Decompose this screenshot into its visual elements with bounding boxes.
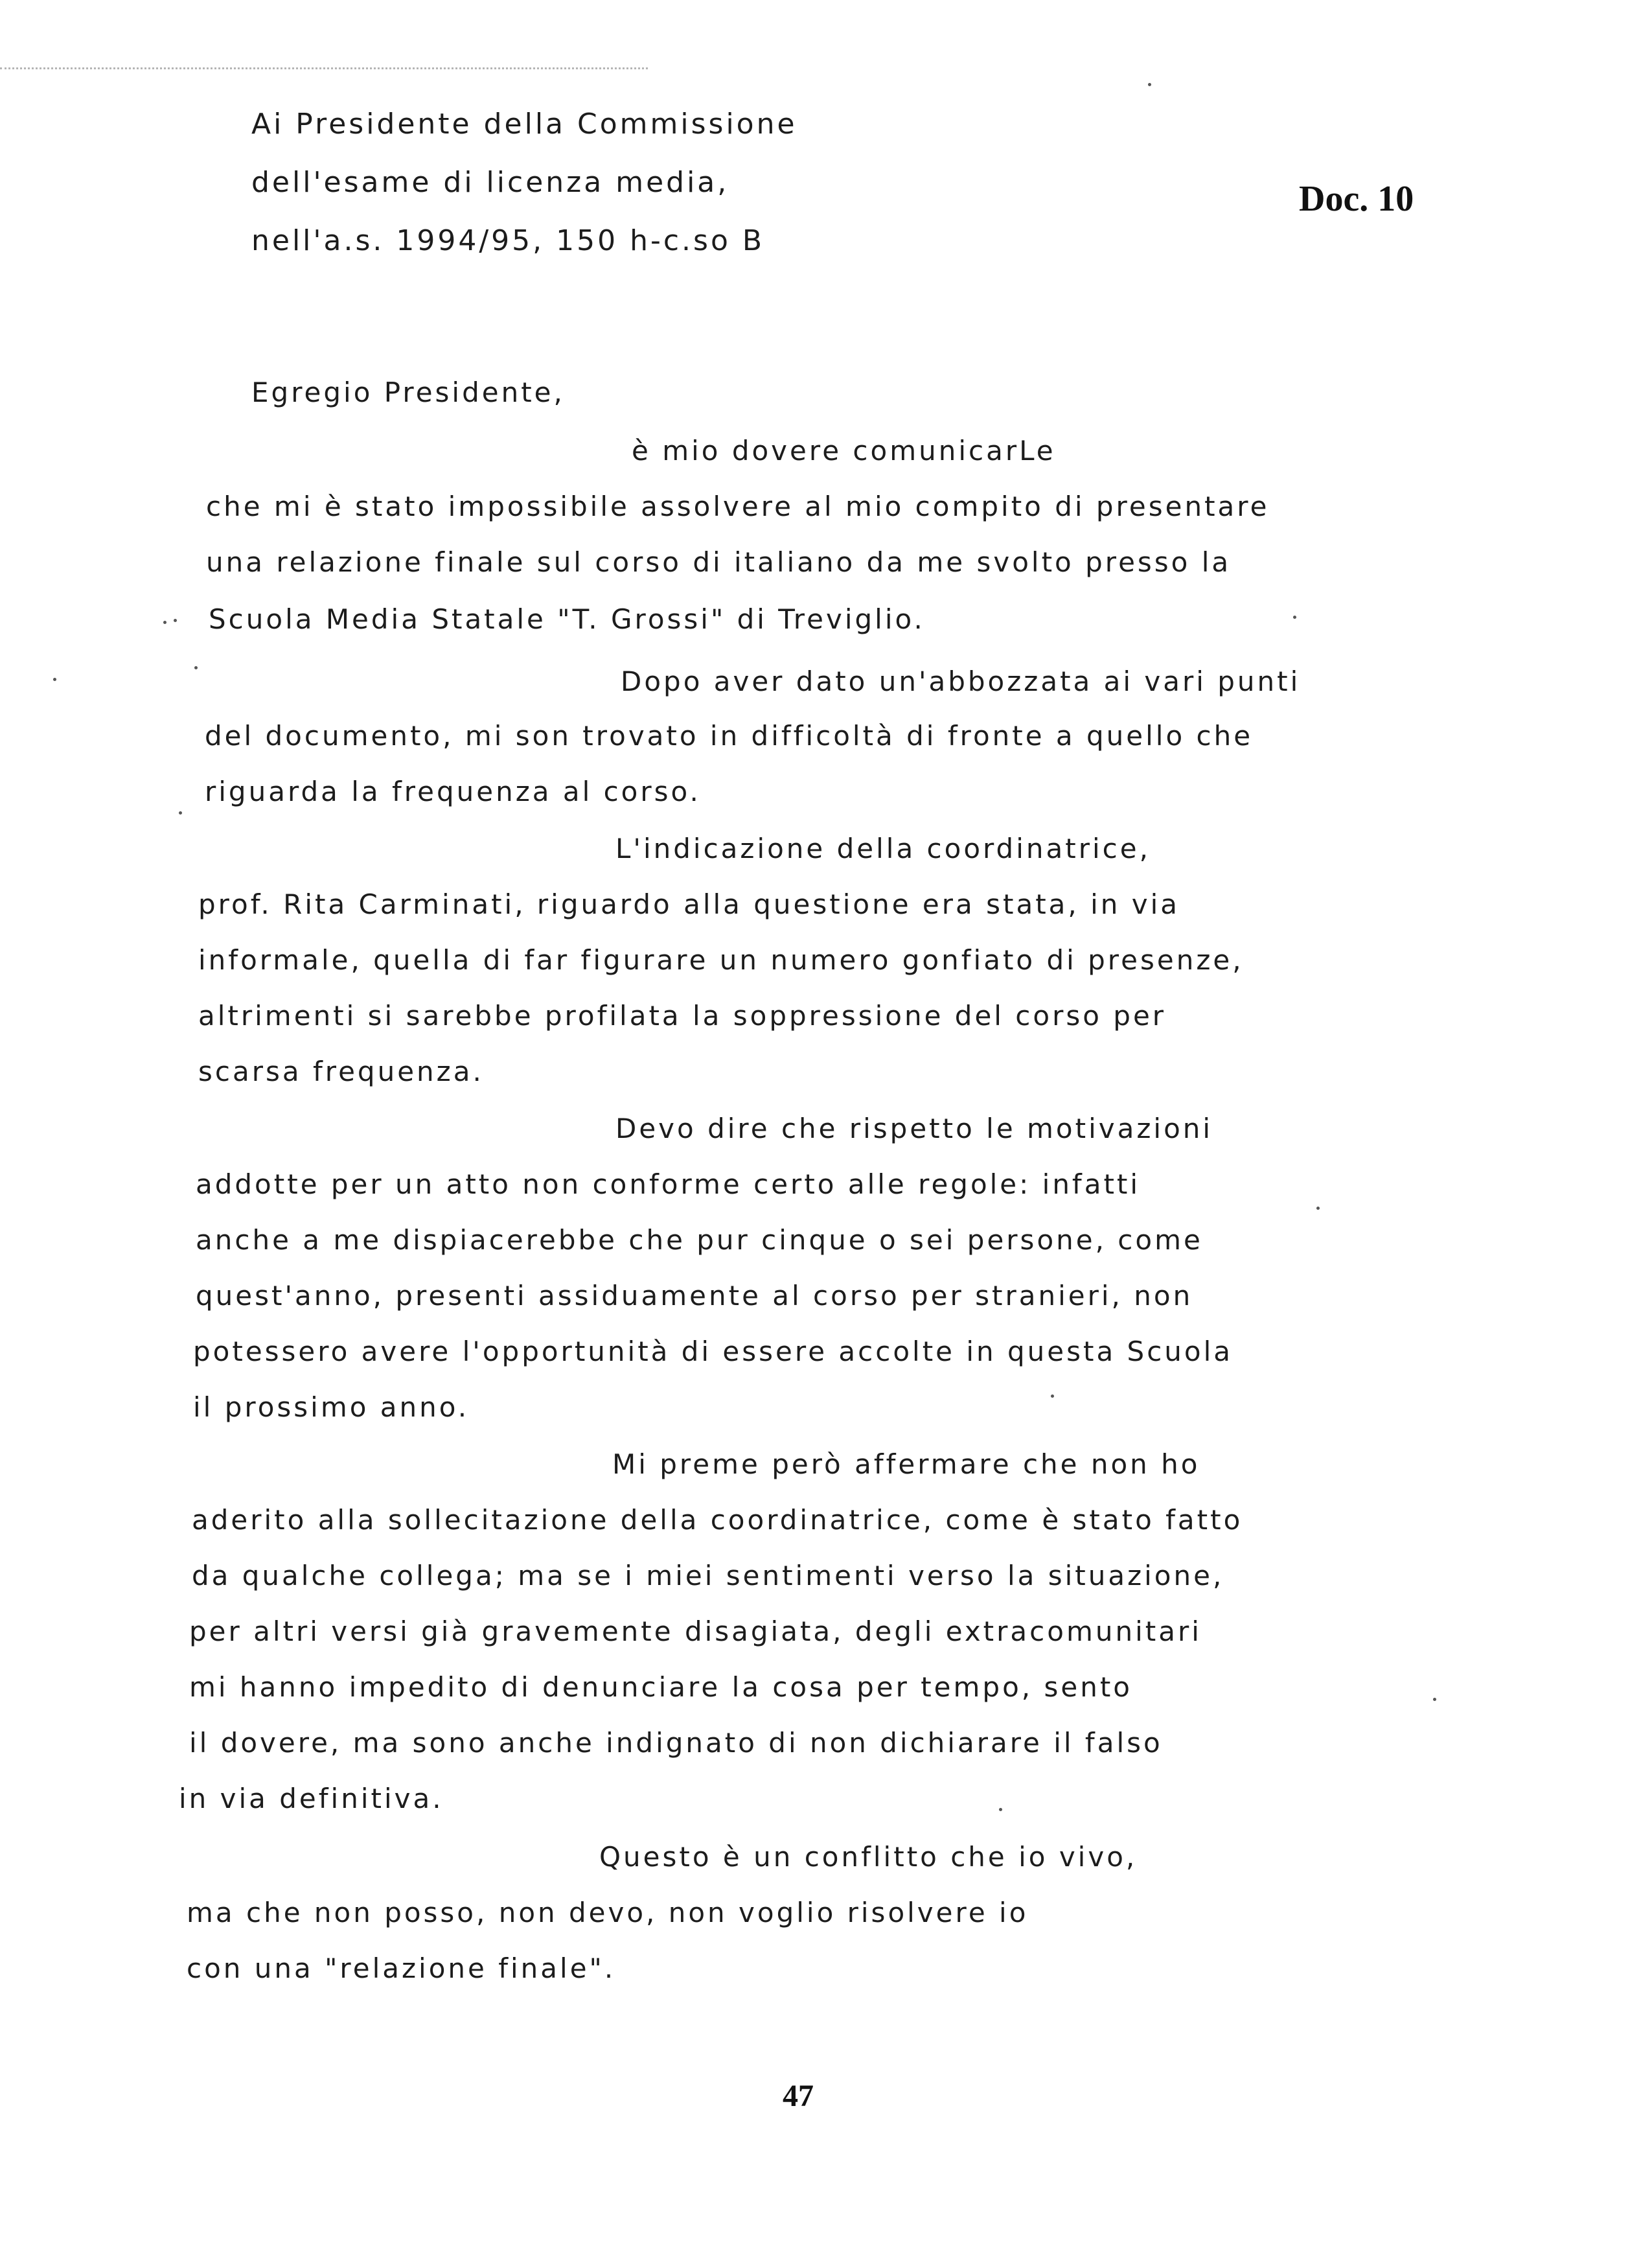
scan-speck [1148, 83, 1151, 86]
scan-speck [194, 666, 198, 669]
text-line: con una "relazione finale". [187, 1952, 616, 1984]
text-line: informale, quella di far figurare un numero gonfiato di presenze, [198, 944, 1244, 976]
text-line: in via definitiva. [179, 1783, 444, 1814]
scan-speck [999, 1808, 1002, 1811]
text-line: altrimenti si sarebbe profilata la soppressione del corso per [198, 1000, 1167, 1032]
text-line: Devo dire che rispetto le motivazioni [615, 1113, 1213, 1144]
text-line: prof. Rita Carminati, riguardo alla questione era stata, in via [198, 888, 1180, 920]
recipient-address [251, 105, 797, 280]
address-line: nell'a.s. 1994/95, 150 h-c.so B [251, 224, 765, 257]
text-line: L'indicazione della coordinatrice, [615, 833, 1151, 864]
text-line: una relazione finale sul corso di italiano da me svolto presso la [206, 546, 1232, 578]
scan-speck [53, 678, 56, 681]
text-line: Dopo aver dato un'abbozzata ai vari punti [621, 665, 1301, 697]
scan-speck [163, 621, 166, 624]
text-line: mi hanno impedito di denunciare la cosa per tempo, sento [189, 1671, 1132, 1703]
scan-speck [1433, 1698, 1436, 1701]
text-line: potessero avere l'opportunità di essere accolte in questa Scuola [193, 1336, 1233, 1367]
text-line: per altri versi già gravemente disagiata, degli extracomunitari [189, 1615, 1202, 1647]
text-line: il prossimo anno. [193, 1391, 470, 1423]
text-line: quest'anno, presenti assiduamente al corso per stranieri, non [196, 1280, 1193, 1312]
address-line: Ai Presidente della Commissione [251, 108, 797, 141]
text-line: scarsa frequenza. [198, 1056, 484, 1087]
text-line: da qualche collega; ma se i miei sentimenti verso la situazione, [192, 1560, 1224, 1591]
text-line: ma che non posso, non devo, non voglio risolvere io [187, 1897, 1029, 1928]
text-line: che mi è stato impossibile assolvere al mio compito di presentare [206, 491, 1270, 522]
document-label: Doc. 10 [1299, 179, 1414, 219]
scan-speck [1316, 1207, 1320, 1210]
scan-speck [179, 811, 182, 815]
page-number: 47 [783, 2079, 814, 2113]
scan-speck [174, 619, 177, 622]
text-line: è mio dovere comunicarLe [632, 435, 1056, 467]
text-line: anche a me dispiacerebbe che pur cinque o sei persone, come [196, 1224, 1203, 1256]
text-line: Mi preme però affermare che non ho [612, 1448, 1200, 1480]
text-line: del documento, mi son trovato in difficoltà di fronte a quello che [205, 720, 1254, 752]
text-line: aderito alla sollecitazione della coordinatrice, come è stato fatto [192, 1504, 1243, 1536]
scan-speck [1051, 1394, 1054, 1398]
top-dotted-rule [0, 67, 648, 69]
address-line: dell'esame di licenza media, [251, 166, 729, 199]
text-line: riguarda la frequenza al corso. [205, 776, 701, 807]
salutation: Egregio Presidente, [251, 376, 565, 408]
scan-speck [1293, 616, 1296, 619]
text-line: il dovere, ma sono anche indignato di non dichiarare il falso [189, 1727, 1163, 1759]
text-line: addotte per un atto non conforme certo alle regole: infatti [196, 1168, 1141, 1200]
text-line: Scuola Media Statale "T. Grossi" di Treviglio. [209, 603, 925, 635]
text-line: Questo è un conflitto che io vivo, [599, 1841, 1138, 1873]
